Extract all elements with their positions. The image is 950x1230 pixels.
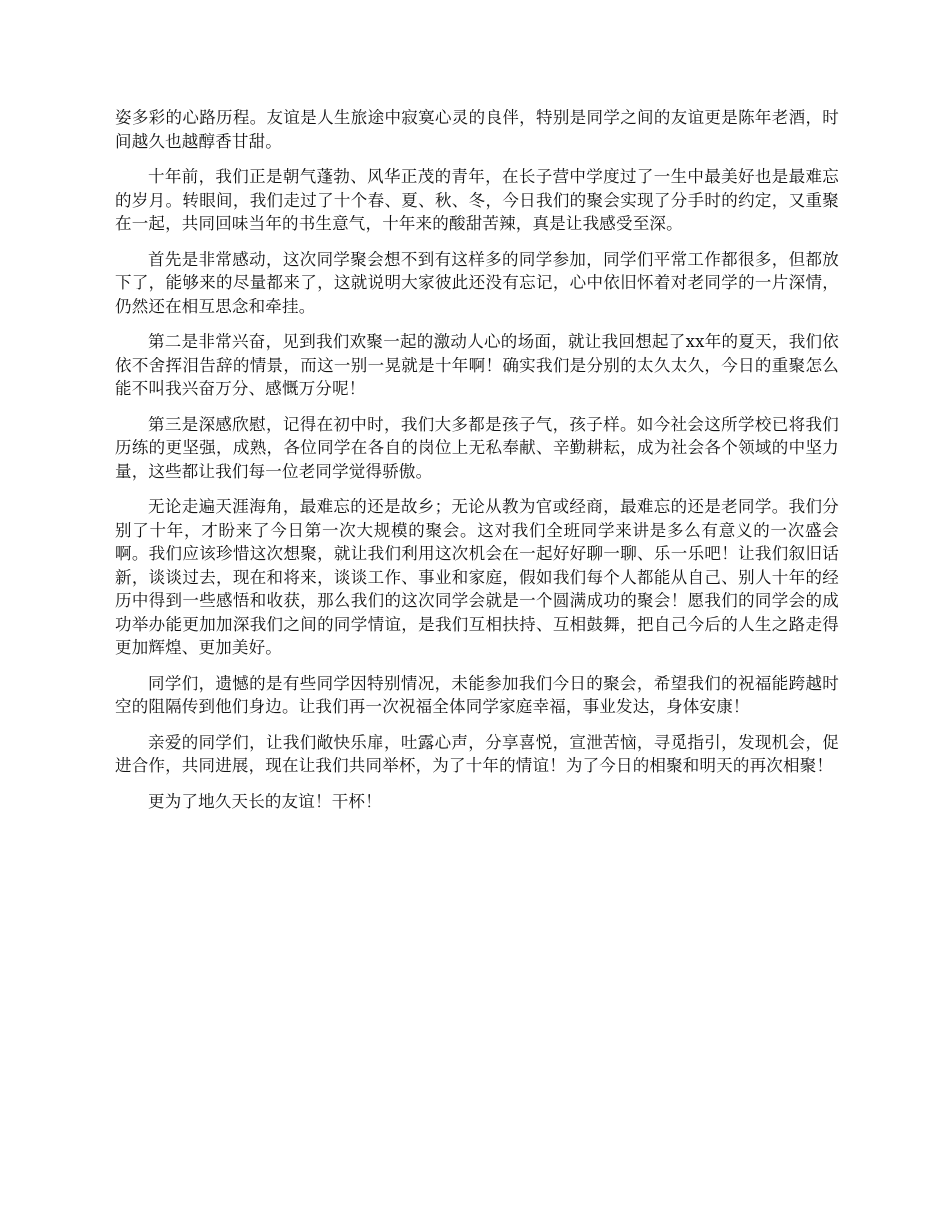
paragraph-2: 十年前，我们正是朝气蓬勃、风华正茂的青年，在长子营中学度过了一生中最美好也是最难忘的岁月。转眼间，我们走过了十个春、夏、秋、冬，今日我们的聚会实现了分手时的约定，又重聚在一起，共同回味当年的书生意气，十年来的酸甜苦辣，真是让我感受至深。 [115, 167, 839, 233]
paragraph-3: 首先是非常感动，这次同学聚会想不到有这样多的同学参加，同学们平常工作都很多，但都放下了，能够来的尽量都来了，这就说明大家彼此还没有忘记，心中依旧怀着对老同学的一片深情，仍然还在相互思念和牵挂。 [115, 249, 839, 316]
paragraph-4: 第二是非常兴奋，见到我们欢聚一起的激动人心的场面，就让我回想起了xx年的夏天，我们依依不舍挥泪告辞的情景，而这一别一晃就是十年啊！确实我们是分别的太久太久，今日的重聚怎么能不叫我兴奋万分、感慨万分呢！ [115, 332, 839, 398]
paragraph-1: 姿多彩的心路历程。友谊是人生旅途中寂寞心灵的良伴，特别是同学之间的友谊更是陈年老酒，时间越久也越醇香甘甜。 [115, 108, 839, 151]
paragraph-5: 第三是深感欣慰，记得在初中时，我们大多都是孩子气，孩子样。如今社会这所学校已将我们历练的更坚强，成熟，各位同学在各自的岗位上无私奉献、辛勤耕耘，成为社会各个领域的中坚力量，这些都让我们每一位老同学觉得骄傲。 [115, 414, 839, 481]
document-body [115, 106, 839, 825]
paragraph-6: 无论走遍天涯海角，最难忘的还是故乡；无论从教为官或经商，最难忘的还是老同学。我们分别了十年，才盼来了今日第一次大规模的聚会。这对我们全班同学来讲是多么有意义的一次盛会啊。我们应该珍惜这次想聚，就让我们利用这次机会在一起好好聊一聊、乐一乐吧！让我们叙旧话新，谈谈过去，现在和将来，谈谈工作、事业和家庭，假如我们每个人都能从自己、别人十年的经历中得到一些感悟和收获，那么我们的这次同学会就是一个圆满成功的聚会！愿我们的同学会的成功举办能更加加深我们之间的同学情谊，是我们互相扶持、互相鼓舞，把自己今后的人生之路走得更加辉煌、更加美好。 [115, 497, 839, 657]
paragraph-9: 更为了地久天长的友谊！干杯！ [148, 791, 382, 811]
paragraph-8: 亲爱的同学们，让我们敞快乐扉，吐露心声，分享喜悦，宣泄苦恼，寻觅指引，发现机会，促进合作，共同进展，现在让我们共同举杯，为了十年的情谊！为了今日的相聚和明天的再次相聚！ [115, 732, 839, 775]
paragraph-7: 同学们，遗憾的是有些同学因特别情况，未能参加我们今日的聚会，希望我们的祝福能跨越时空的阻隔传到他们身边。让我们再一次祝福全体同学家庭幸福，事业发达，身体安康！ [115, 673, 839, 716]
